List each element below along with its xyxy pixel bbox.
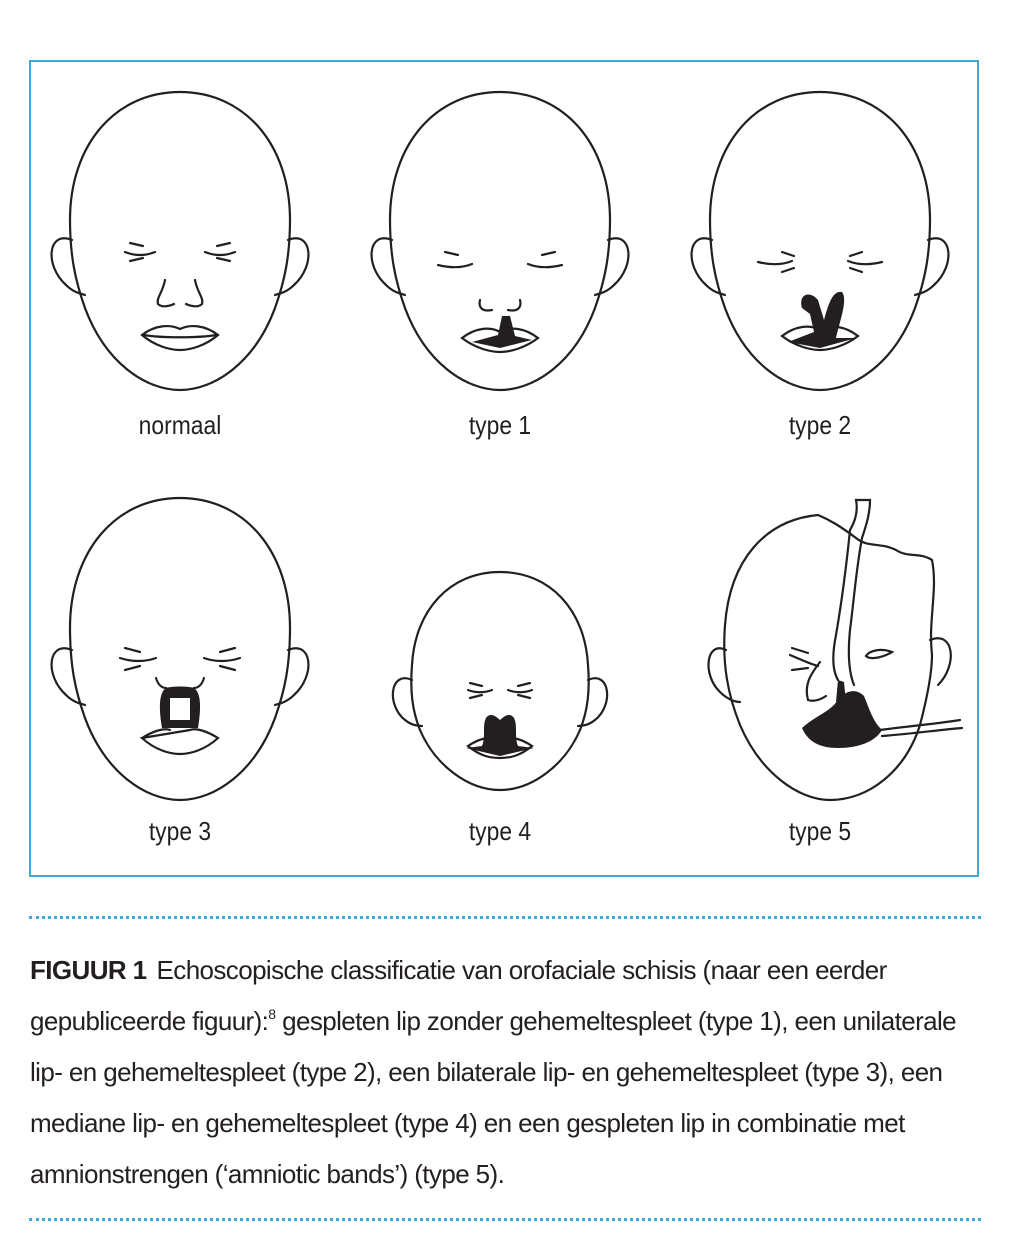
panel-type-3: [30, 490, 330, 880]
caption-label: FIGUUR 1: [30, 955, 147, 985]
caption-text-continued: gespleten lip zonder gehemeltespleet (type 1), een unilaterale lip- en gehemeltespleet (type 2), een bilaterale lip- en gehemeltespleet (type 3), een mediane lip- en gehemeltespleet (type 4) en een gespleten lip in combinatie met amnionstrengen (‘amniotic bands’) (type 5).: [30, 1006, 957, 1189]
caption-divider-bottom: [29, 1218, 981, 1221]
panel-label: normaal: [138, 410, 222, 440]
panel-type-2: [670, 80, 970, 470]
panel-label: type 4: [468, 816, 532, 846]
caption-text: Echoscopische classificatie van orofaciale schisis (naar een eerder gepubliceerde figuur):: [30, 955, 887, 1036]
panel-label: type 3: [148, 816, 212, 846]
panel-label: type 5: [788, 816, 852, 846]
panel-type-1: [350, 80, 650, 470]
figure-caption: [30, 945, 990, 1200]
face-type-4-drawing: [350, 490, 650, 810]
caption-reference: 8: [268, 1006, 276, 1022]
face-type-1-drawing: [350, 80, 650, 400]
panel-type-5: [670, 490, 970, 880]
caption-divider-top: [29, 916, 981, 919]
face-type-3-drawing: [30, 490, 330, 810]
face-normal-drawing: [30, 80, 330, 400]
face-type-2-drawing: [670, 80, 970, 400]
panel-label: type 2: [788, 410, 852, 440]
face-type-5-drawing: [670, 490, 970, 810]
panel-normaal: [30, 80, 330, 470]
panel-type-4: [350, 490, 650, 880]
panel-label: type 1: [468, 410, 532, 440]
